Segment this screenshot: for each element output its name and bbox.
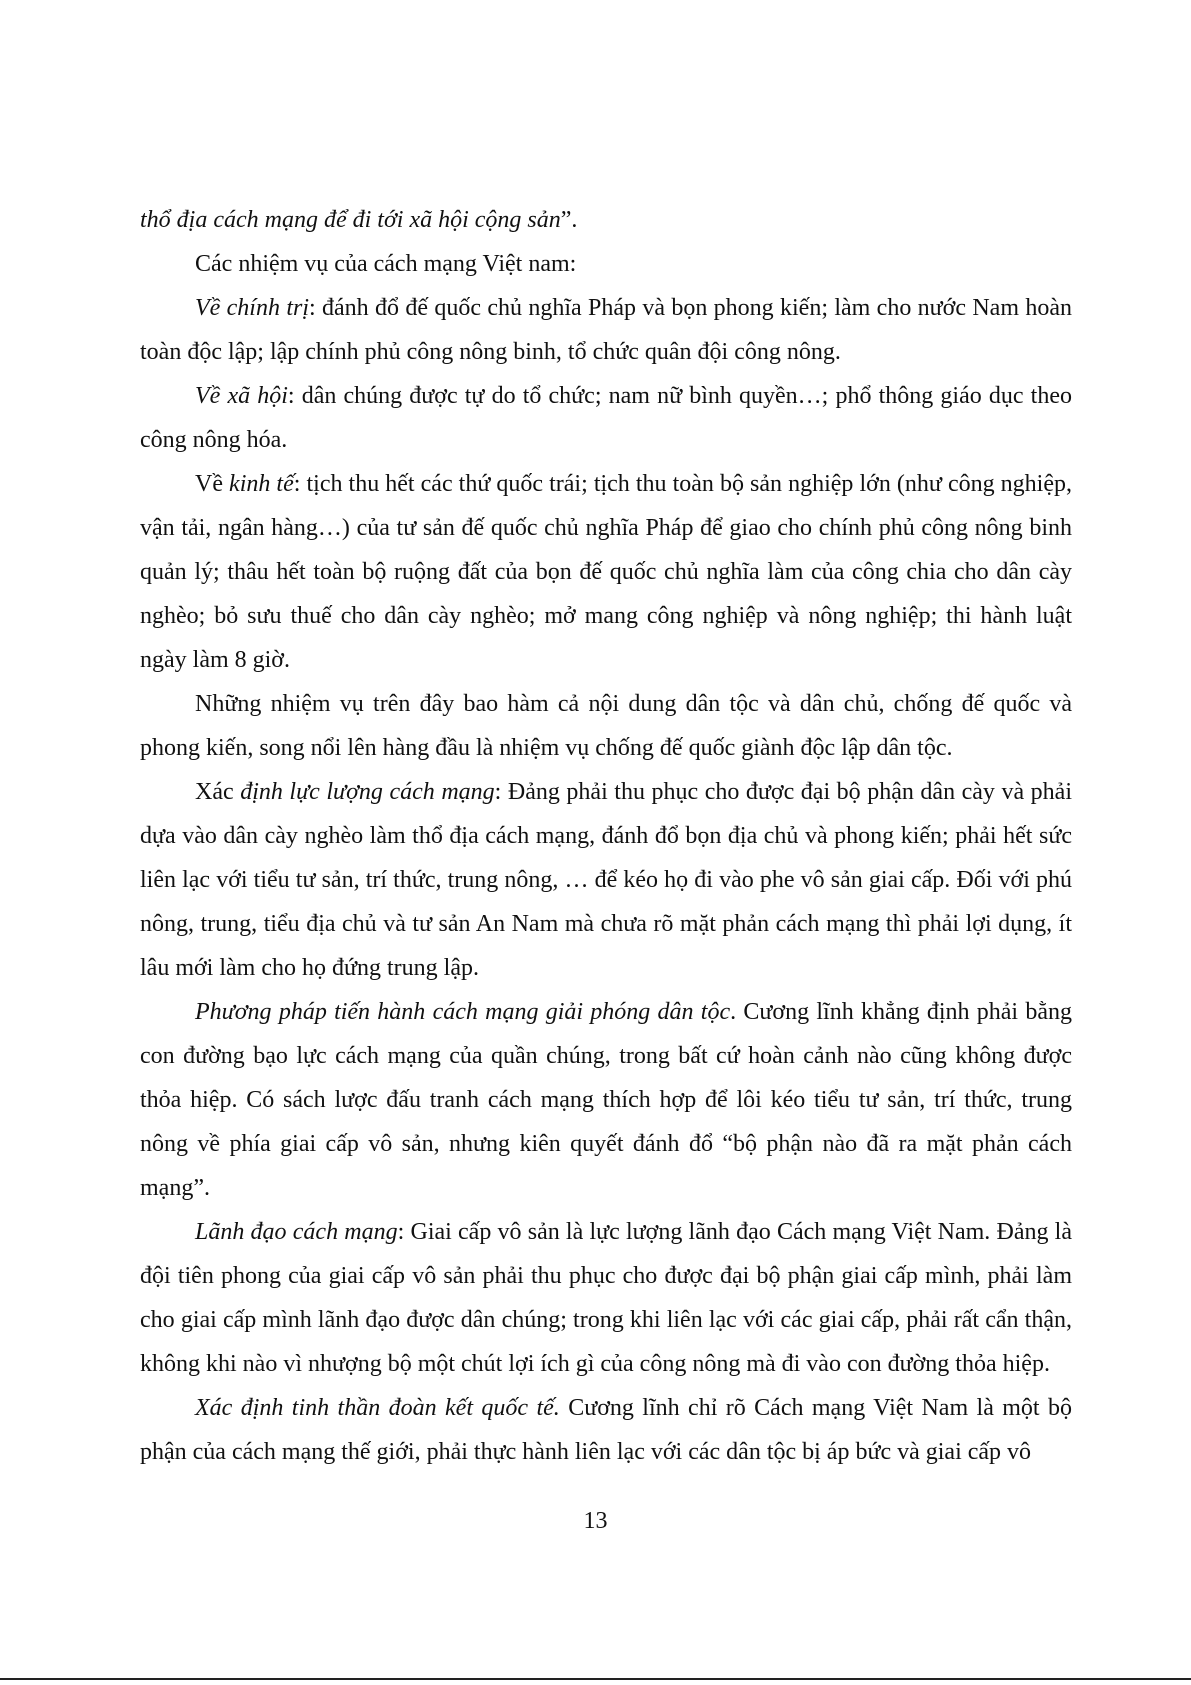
italic-text: Xác định tinh thần đoàn kết quốc tế.: [195, 1395, 560, 1421]
text: : đánh đổ đế quốc chủ nghĩa Pháp và bọn phong kiến; làm cho nước Nam hoàn toàn độc lập; lập chính phủ công nông binh, tổ chức quân đội công nông.: [140, 295, 1072, 365]
paragraph: [140, 682, 1072, 770]
paragraph: [140, 286, 1072, 374]
text: Xác: [195, 779, 241, 805]
paragraph: [140, 242, 1072, 286]
italic-text: Lãnh đạo cách mạng: [195, 1219, 398, 1245]
page-number: 13: [583, 1508, 608, 1534]
paragraph: [140, 990, 1072, 1210]
italic-text: Về xã hội: [195, 383, 288, 409]
italic-text: kinh tế: [229, 471, 294, 497]
paragraph: [140, 1210, 1072, 1386]
text: : Giai cấp vô sản là lực lượng lãnh đạo Cách mạng Việt Nam. Đảng là đội tiên phong của giai cấp vô sản phải thu phục cho được đại bộ phận giai cấp mình, phải làm cho giai cấp mình lãnh đạo được dân chúng; trong khi liên lạc với các giai cấp, phải rất cẩn thận, không khi nào vì nhượng bộ một chút lợi ích gì của công nông mà đi vào con đường thỏa hiệp.: [140, 1219, 1073, 1377]
text: : dân chúng được tự do tổ chức; nam nữ bình quyền…; phổ thông giáo dục theo công nông hóa.: [140, 383, 1072, 453]
paragraph: [140, 770, 1072, 990]
italic-text: Về chính trị: [195, 295, 309, 321]
paragraph: [140, 1386, 1072, 1474]
text: : Đảng phải thu phục cho được đại bộ phận dân cày và phải dựa vào dân cày nghèo làm thổ địa cách mạng, đánh đổ bọn địa chủ và phong kiến; phải hết sức liên lạc với tiểu tư sản, trí thức, trung nông, … để kéo họ đi vào phe vô sản giai cấp. Đối với phú nông, trung, tiểu địa chủ và tư sản An Nam mà chưa rõ mặt phản cách mạng thì phải lợi dụng, ít lâu mới làm cho họ đứng trung lập.: [140, 779, 1073, 981]
text: Cương lĩnh chỉ rõ Cách mạng Việt Nam là một bộ phận của cách mạng thế giới, phải thực hành liên lạc với các dân tộc bị áp bức và giai cấp vô: [140, 1395, 1072, 1465]
bottom-rule: [0, 1678, 1191, 1680]
text: Về: [195, 471, 230, 497]
italic-text: thổ địa cách mạng để đi tới xã hội cộng sản: [140, 207, 561, 233]
paragraph: [140, 198, 1072, 242]
text: ”.: [560, 207, 578, 233]
text: : tịch thu hết các thứ quốc trái; tịch thu toàn bộ sản nghiệp lớn (như công nghiệp, vận tải, ngân hàng…) của tư sản đế quốc chủ nghĩa Pháp để giao cho chính phủ công nông binh quản lý; thâu hết toàn bộ ruộng đất của bọn đế quốc chủ nghĩa làm của công chia cho dân cày nghèo; bỏ sưu thuế cho dân cày nghèo; mở mang công nghiệp và nông nghiệp; thi hành luật ngày làm 8 giờ.: [140, 471, 1072, 673]
italic-text: Phương pháp tiến hành cách mạng giải phóng dân tộc: [195, 999, 731, 1025]
body-text: [140, 198, 1072, 1474]
text: Những nhiệm vụ trên đây bao hàm cả nội dung dân tộc và dân chủ, chống đế quốc và phong kiến, song nổi lên hàng đầu là nhiệm vụ chống đế quốc giành độc lập dân tộc.: [140, 691, 1072, 761]
paragraph: [140, 462, 1072, 682]
italic-text: định lực lượng cách mạng: [240, 779, 495, 805]
paragraph: [140, 374, 1072, 462]
text: Các nhiệm vụ của cách mạng Việt nam:: [195, 251, 577, 277]
text: . Cương lĩnh khẳng định phải bằng con đường bạo lực cách mạng của quần chúng, trong bất cứ hoàn cảnh nào cũng không được thỏa hiệp. Có sách lược đấu tranh cách mạng thích hợp để lôi kéo tiểu tư sản, trí thức, trung nông về phía giai cấp vô sản, nhưng kiên quyết đánh đổ “bộ phận nào đã ra mặt phản cách mạng”.: [140, 999, 1073, 1201]
